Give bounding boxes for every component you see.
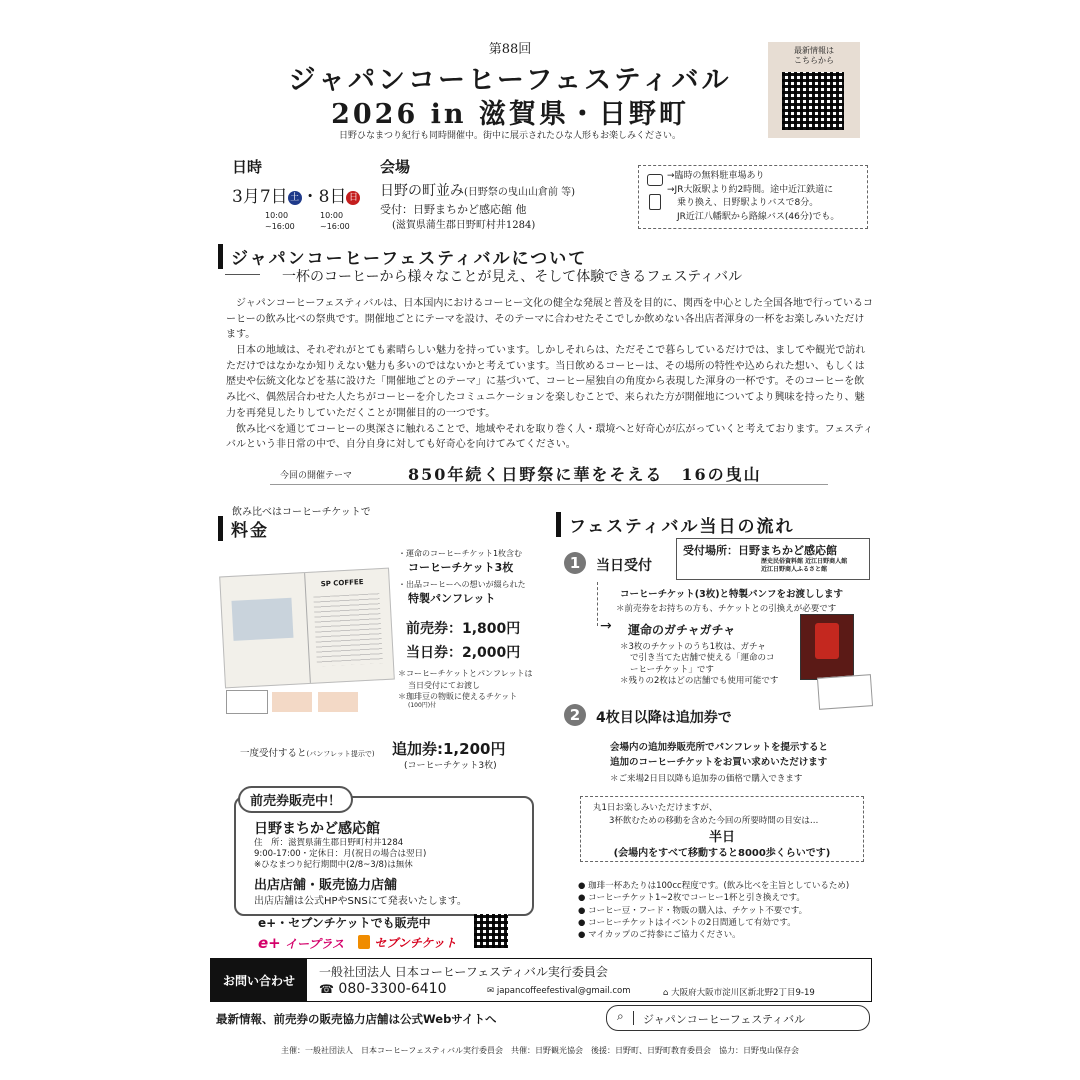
search-icon: ⌕ [617, 1009, 624, 1023]
step1-desc: コーヒーチケット(3枚)と特製パンフをお渡しします [620, 589, 844, 600]
date-label: 日時 [232, 158, 263, 176]
pricing-details [398, 548, 548, 710]
home-icon: ⌂ [663, 988, 669, 998]
subtitle: 日野ひなまつり紀行も同時開催中。街中に展示されたひな人形もお楽しみください。 [338, 131, 681, 141]
pricing-note: (100円)付 [408, 701, 437, 709]
sunday-badge: 日 [346, 191, 360, 205]
edition: 第88回 [488, 42, 532, 57]
contact-email-text: japancoffeefestival@gmail.com [496, 986, 631, 996]
note-item: ● コーヒーチケット1~2枚でコーヒー1杯と引き換えです。 [578, 893, 805, 904]
addon-sub: (コーヒーチケット3枚) [404, 761, 497, 771]
seven-mark-icon [358, 935, 370, 949]
event-dates [232, 182, 360, 207]
pricing-note: 当日受付にてお渡し [408, 680, 480, 690]
item1-note: ・運命のコーヒーチケット1枚含む [398, 549, 523, 558]
gacha-note: ＊残りの2枚はどの店舗でも使用可能です [620, 676, 779, 687]
pricing-heading: 料金 [218, 516, 269, 541]
time-day2: 10:00 ~16:00 [320, 211, 350, 232]
flow-heading: フェスティバル当日の流れ [556, 512, 794, 537]
date-day1: 3月7日 [232, 187, 288, 207]
step2-desc: 会場内の追加券販売所でパンフレットを提示すると [610, 742, 829, 753]
presale-box [234, 796, 534, 916]
car-icon [647, 174, 663, 186]
step2-desc: 追加のコーヒーチケットをお買い求めいただけます [610, 757, 828, 769]
step2-note: ＊ご来場2日目以降も追加券の価格で購入できます [610, 774, 803, 784]
pricing-kicker: 飲み比べはコーヒーチケットで [232, 507, 371, 518]
eplus-logo[interactable] [258, 934, 344, 952]
presale-stores-note: 出店店舗は公式HPやSNSにて発表いたします。 [254, 896, 467, 907]
notes-list [578, 880, 878, 942]
pricing-note: ＊コーヒーチケットとパンフレットは [398, 669, 533, 679]
time-box [580, 796, 864, 862]
qr-label: 最新情報は こちらから [794, 46, 834, 66]
contact-bar [210, 958, 872, 1002]
presale-hours-note: ※ひなまつり紀行期間中(2/8~3/8)は無休 [254, 860, 413, 871]
step1-number: 1 [564, 552, 586, 574]
presale-address: 住 所：滋賀県蒲生郡日野町村井1284 [254, 838, 404, 848]
access-train-2: 乗り換え、日野駅よりバスで8分。 [677, 198, 819, 208]
presale-hours: 9:00-17:00・定休日：月(祝日の場合は翌日) [254, 849, 427, 860]
contact-org: 一般社団法人 日本コーヒーフェスティバル実行委員会 [319, 965, 608, 979]
addon-lead-note: (パンフレット提示で) [306, 750, 375, 758]
addon-lead [240, 745, 375, 759]
pamphlet-image [219, 568, 395, 689]
reception-sub: 歴史民俗資料館 近江日野商人館 [761, 558, 848, 565]
venue-name-text: 日野の町並み [380, 183, 464, 199]
train-icon [649, 194, 661, 210]
contact-label: お問い合わせ [211, 959, 307, 1001]
web-note: 最新情報、前売券の販売協力店舗は公式Webサイトへ [216, 1012, 497, 1026]
flow-connector [597, 582, 599, 626]
theme-banner [270, 460, 828, 485]
step2-title: 4枚目以降は追加券で [596, 710, 732, 726]
search-box[interactable] [606, 1005, 870, 1031]
ticket-icon [272, 692, 312, 712]
seven-text: セブンチケット [374, 936, 457, 950]
phone-icon: ☎ [319, 982, 334, 996]
note-item: ● コーヒーチケットはイベントの2日間通して有効です。 [578, 917, 796, 928]
contact-address-text: 大阪府大阪市淀川区新北野2丁目9-19 [671, 988, 815, 998]
theme-label: 今回の開催テーマ [280, 471, 353, 481]
time-line3: (会場内をすべて移動すると8000歩くらいです) [613, 848, 831, 859]
date-day2: 8日 [318, 187, 347, 207]
arrow-right-icon: → [600, 618, 612, 634]
eplus-text: イープラス [284, 937, 344, 951]
seven-ticket-logo[interactable] [358, 934, 457, 951]
contact-email[interactable] [487, 986, 631, 996]
presale-shop: 日野まちかど感応館 [254, 821, 380, 837]
addon-price: 追加券:1,200円 [392, 740, 506, 758]
ticket-image [817, 674, 873, 710]
item2: 特製パンフレット [408, 592, 496, 606]
venue-name [380, 180, 575, 200]
credits: 主催：一般社団法人 日本コーヒーフェスティバル実行委員会 共催：日野観光協会 後援：日野町、日野町教育委員会 協力：日野曳山保存会 [280, 1046, 800, 1055]
presale-stores: 出店店舗・販売協力店舗 [254, 878, 398, 893]
step1-title: 当日受付 [596, 558, 652, 574]
note-item: ● 珈琲一杯あたりは100cc程度です。(飲み比べを主旨としているため) [578, 881, 850, 891]
gacha-title: 運命のガチャガチャ [628, 623, 736, 637]
time-line1: 丸1日お楽しみいただけますが、 [593, 803, 718, 813]
item2-note: ・出品コーヒーへの想いが綴られた [398, 580, 526, 590]
about-paragraph: 日本の地域は、それぞれがとても素晴らしい魅力を持っています。しかしそれらは、ただそこで暮らしているだけでは、ましてや観光で訪れただけではなかなか知りえない魅力も多いのではないかと考えています。当日飲めるコーヒーは、その場所の特性や込められた想い、もしくは歴史や伝統文化などを基に設けた「開催地ごとのテーマ」に基づいて、コーヒー屋独自の角度から表現した渾身の一杯です。そのコーヒーを飲み比べ、偶然居合わせた人たちがコーヒーを介したコミュニケーションを楽しむことで、来られた方が開催地についてより興味を持ったり、魅力を再発見したりしていただくことが開催目的の一つです。 [226, 345, 866, 419]
qr-code-icon[interactable] [474, 914, 508, 948]
contact-address [663, 986, 815, 998]
reception-box [676, 538, 870, 580]
pamphlet-brand: SP COFFEE [320, 577, 364, 589]
presale-price: 前売券：1,800円 [406, 621, 521, 638]
venue-reception: 受付：日野まちかど感応館 他 [380, 203, 527, 216]
access-parking: →臨時の無料駐車場あり [667, 171, 765, 181]
note-item: ● マイカップのご持参にご協力ください。 [578, 930, 741, 941]
access-box [638, 165, 868, 229]
about-paragraph: 飲み比べを通じてコーヒーの奥深さに触れることで、地域やそれを取り巻く人・環境へと好奇心が広がっていくと考えております。フェスティバルという非日常の中で、自分自身に対しても好奇心を向けてみてください。 [226, 423, 874, 451]
time-big: 半日 [708, 830, 735, 845]
tagline-rule [225, 274, 260, 275]
gacha-machine-photo [800, 614, 854, 680]
step2-number: 2 [564, 704, 586, 726]
search-text: ジャパンコーヒーフェスティバル [643, 1013, 806, 1026]
venue-address: (滋賀県蒲生郡日野町村井1284) [392, 220, 536, 231]
gacha-note: ＊3枚のチケットのうち1枚は、ガチャ [620, 642, 766, 652]
about-tagline: 一杯のコーヒーから様々なことが見え、そして体験できるフェスティバル [282, 269, 743, 285]
ticket-icon [226, 690, 268, 714]
ticket-icon [318, 692, 358, 712]
contact-phone-text: 080-3300-6410 [338, 981, 447, 997]
dayof-price: 当日券：2,000円 [406, 645, 521, 662]
venue-label: 会場 [380, 158, 411, 176]
addon-lead-text: 一度受付すると [240, 748, 307, 759]
about-paragraph: ジャパンコーヒーフェスティバルは、日本国内におけるコーヒー文化の健全な発展と普及を目的に、関西を中心とした全国各地で行っているコーヒーの飲み比べの祭典です。開催地ごとにテーマを設け、そのテーマに合わせたそこでしか飲めない各出店者渾身の一杯をお楽しみいただけます。 [226, 298, 873, 341]
pricing-note: ＊珈琲豆の物販に使えるチケット [398, 691, 518, 701]
note-item: ● コーヒー豆・フード・物販の購入は、チケット不要です。 [578, 905, 808, 916]
time-line2: 3杯飲むための移動を含めた今回の所要時間の目安は… [609, 816, 819, 826]
step1-note: ＊前売券をお持ちの方も、チケットとの引換えが必要です [616, 604, 837, 614]
reception-sub: 近江日野商人ふるさと館 [761, 565, 828, 573]
eplus-line: e+・セブンチケットでも販売中 [258, 916, 431, 930]
item1: コーヒーチケット3枚 [408, 561, 514, 575]
about-heading: ジャパンコーヒーフェスティバルについて [218, 244, 587, 269]
presale-title: 前売券販売中！ [238, 786, 353, 813]
venue-name-note: (日野祭の曳山山倉前 等) [464, 187, 575, 198]
page-title-sub: 2026 in 滋賀県・日野町 [331, 99, 689, 130]
reception-label: 受付場所：日野まちかど感応館 [683, 544, 837, 557]
eplus-mark-icon: e+ [258, 934, 281, 952]
time-day1: 10:00 ~16:00 [265, 211, 295, 232]
about-body [226, 296, 874, 453]
date-sep: ・ [301, 187, 319, 207]
access-train-1: →JR大阪駅より約2時間。途中近江鉄道に [667, 184, 834, 195]
page-title: ジャパンコーヒーフェスティバル [288, 65, 732, 96]
gacha-note: ーヒーチケット」です [630, 664, 714, 675]
saturday-badge: 土 [288, 191, 302, 205]
gacha-note: で引き当てた店舗で使える「運命のコ [630, 653, 775, 664]
qr-code-icon[interactable] [782, 72, 844, 130]
qr-panel [768, 42, 860, 138]
access-bus: JR近江八幡駅から路線バス(46分)でも。 [677, 211, 840, 222]
theme-text: 850年続く日野祭に華をそえる 16の曳山 [408, 465, 762, 484]
mail-icon: ✉ [487, 986, 495, 996]
pamphlet-photo [231, 598, 293, 641]
contact-phone[interactable] [319, 981, 447, 997]
